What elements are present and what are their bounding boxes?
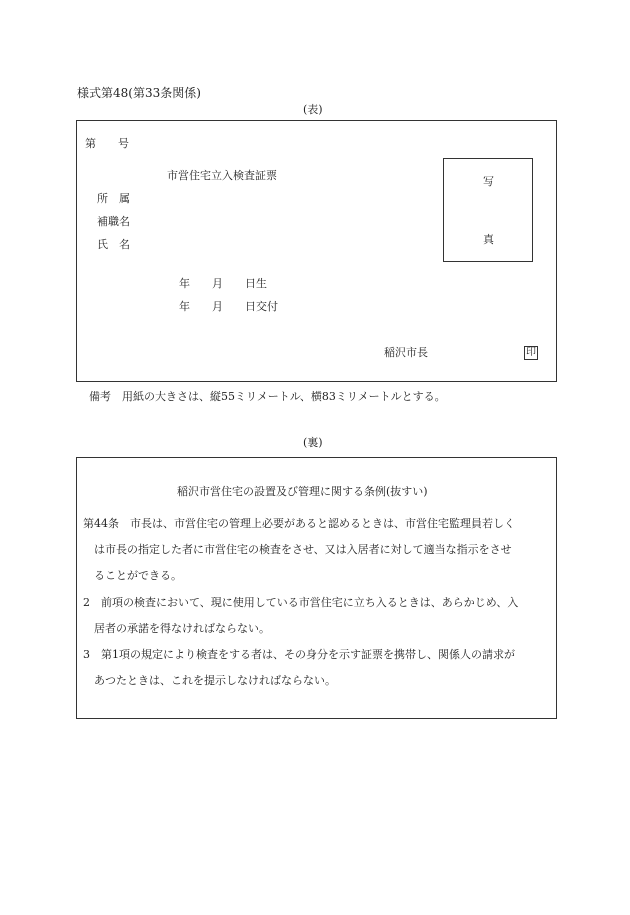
paragraph-line: 第44条 市長は、市営住宅の管理上必要があると認めるときは、市営住宅監理員若しく (83, 517, 515, 530)
paragraph-line: ることができる。 (83, 569, 182, 582)
front-heading: (表) (303, 103, 323, 116)
paragraph-line: 2 前項の検査において、現に使用している市営住宅に立ち入るときは、あらかじめ、入 (83, 596, 519, 609)
ordinance-title: 稲沢市営住宅の設置及び管理に関する条例(抜すい) (177, 485, 428, 498)
photo-label-top: 写 (483, 175, 494, 188)
paragraph-line: は市長の指定した者に市営住宅の検査をさせ、又は入居者に対して適当な指示をさせ (83, 543, 512, 556)
front-card (76, 120, 557, 382)
article-44-clause-2 (83, 590, 555, 642)
field-name: 氏 名 (97, 238, 130, 251)
certificate-number-label: 第 号 (85, 137, 129, 150)
issue-date-line: 年 月 日交付 (179, 300, 278, 313)
form-label: 様式第48(第33条関係) (77, 86, 201, 100)
article-44-clause-3 (83, 642, 555, 694)
certificate-title: 市営住宅立入検査証票 (167, 169, 277, 182)
photo-placeholder (443, 158, 533, 262)
remarks-note: 備考 用紙の大きさは、縦55ミリメートル、横83ミリメートルとする。 (89, 390, 446, 403)
field-position: 補職名 (97, 215, 130, 228)
photo-label-bottom: 真 (483, 233, 494, 246)
seal-mark: 印 (526, 347, 536, 358)
back-card (76, 457, 557, 719)
field-affiliation: 所 属 (97, 192, 130, 205)
paragraph-line: あつたときは、これを提示しなければならない。 (83, 674, 336, 687)
paragraph-line: 居者の承諾を得なければならない。 (83, 622, 270, 635)
paragraph-line: 3 第1項の規定により検査をする者は、その身分を示す証票を携帯し、関係人の請求が (83, 648, 515, 661)
article-44-paragraph (83, 511, 555, 589)
issuer-label: 稲沢市長 (384, 346, 428, 359)
birth-date-line: 年 月 日生 (179, 277, 267, 290)
back-heading: (裏) (303, 436, 323, 449)
